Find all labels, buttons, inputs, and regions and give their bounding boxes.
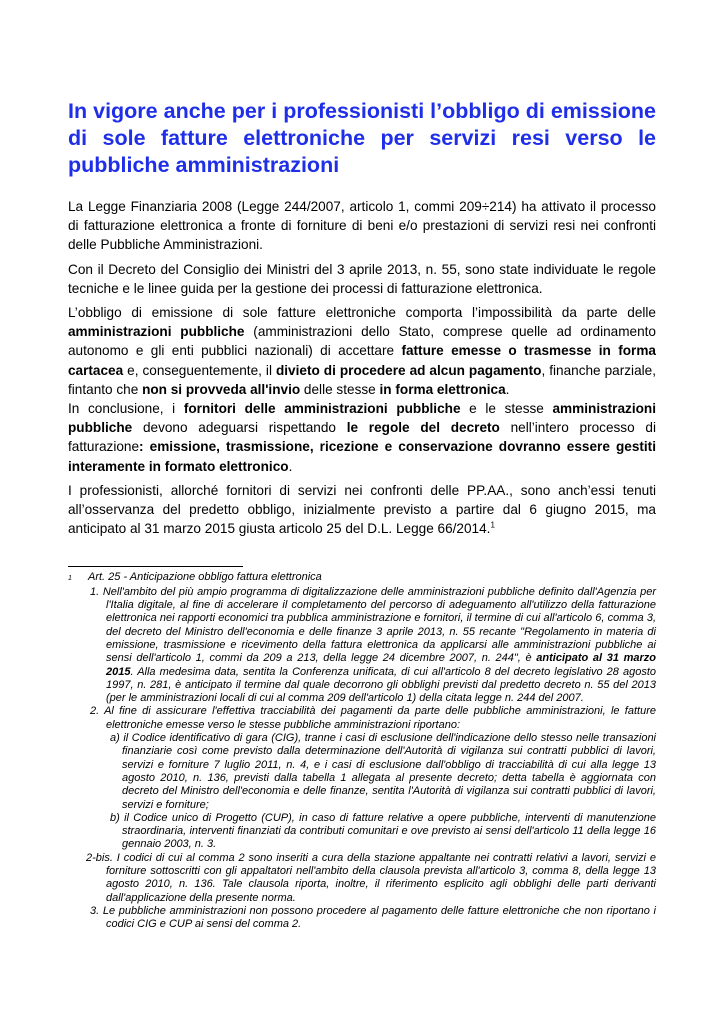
footnote-item-2bis: 2-bis. I codici di cui al comma 2 sono inseriti a cura della stazione appaltante nei contratti relativi a lavori, servizi e forniture sottoscritti con gli appaltatori nell'ambito della clausola prevista all'articolo 3, comma 8, della legge 13 agosto 2010, n. 136. Tale clausola riporta, inoltre, il riferimento esplicito agli obblighi delle parti derivanti dall'applicazione della presente norma. — [86, 851, 656, 904]
footnote — [68, 571, 656, 931]
footnote-item-1: 1. Nell'ambito del più ampio programma di digitalizzazione delle amministrazioni pubbliche definito dall'Agenzia per l'Italia digitale, al fine di accelerare il completamento del percorso di adeguamento all'utilizzo della fatturazione elettronica nei rapporti economici tra pubblica amministrazione e fornitori, il termine di cui all'articolo 6, comma 3, del decreto del Ministro dell'economia e delle finanze 3 aprile 2013, n. 55 recante "Regolamento in materia di emissione, trasmissione e ricevimento della fattura elettronica da applicarsi alle amministrazioni pubbliche ai sensi dell'articolo 1, commi da 209 a 213, della legge 24 dicembre 2007, n. 244", è anticipato al 31 marzo 2015. Alla medesima data, sentita la Conferenza unificata, di cui all'articolo 8 del decreto legislativo 28 agosto 1997, n. 281, è anticipato il termine dal quale decorrono gli obblighi previsti dal predetto decreto n. 55 del 2013 (per le amministrazioni locali di cui al comma 209 dell'articolo 1) della citata legge n. 244 del 2007. — [90, 585, 657, 705]
footnote-item-2: 2. Al fine di assicurare l'effettiva tracciabilità dei pagamenti da parte delle pubbliche amministrazioni, le fatture elettroniche emesse verso le stesse pubbliche amministrazioni riportano: — [90, 705, 656, 731]
paragraph-conclusione: In conclusione, i fornitori delle amministrazioni pubbliche e le stesse amministrazioni pubbliche devono adeguarsi rispettando le regole del decreto nell’intero processo di fatturazione: emissione, trasmissione, ricezione e conservazione dovranno essere gestiti interamente in formato elettronico. — [68, 401, 656, 474]
page-title: In vigore anche per i professionisti l’obbligo di emissione di sole fatture elettroniche per servizi resi verso le pubbliche amministrazioni — [68, 99, 656, 177]
footnote-item-3: 3. Le pubbliche amministrazioni non possono procedere al pagamento delle fatture elettroniche che non riportano i codici CIG e CUP ai sensi del comma 2. — [90, 904, 656, 931]
document-body — [68, 197, 656, 538]
footnote-reference[interactable]: 1 — [490, 520, 495, 530]
paragraph-obbligo: L’obbligo di emissione di sole fatture elettroniche comporta l’impossibilità da parte delle amministrazioni pubbliche (amministrazioni dello Stato, comprese quelle ad ordinamento autonomo e gli enti pubblici nazionali) di accettare fatture emesse o trasmesse in forma cartacea e, conseguentemente, il divieto di procedere ad alcun pagamento, finanche parziale, fintanto che non si provveda all'invio delle stesse in forma elettronica. — [68, 305, 656, 397]
paragraph-professionisti: I professionisti, allorché fornitori di servizi nei confronti delle PP.AA., sono anch’essi tenuti all’osservanza del predetto obbligo, inizialmente previsto a partire dal 6 giugno 2015, ma anticipato al 31 marzo 2015 giusta articolo 25 del D.L. Legge 66/2014.$^1$ — [68, 482, 656, 537]
footnote-heading: Art. 25 - Anticipazione obbligo fattura elettronica — [88, 571, 322, 584]
footnote-mark: 1 — [68, 575, 72, 583]
footnote-divider — [68, 566, 243, 567]
footnote-item-2a: a) il Codice identificativo di gara (CIG), tranne i casi di esclusione dell'indicazione dello stesso nelle transazioni finanziarie così come previsto dalla determinazione dell'Autorità di vigilanza sui contratti pubblici di lavori, servizi e forniture 7 luglio 2011, n. 4, e i casi di esclusione dall'obbligo di tracciabilità di cui alla legge 13 agosto 2010, n. 136, previsti dalla tabella 1 allegata al presente decreto; detta tabella è aggiornata con decreto del Ministro dell'economia e delle finanze, sentita l'Autorità di vigilanza sui contratti pubblici di lavori, servizi e forniture; — [110, 732, 657, 811]
paragraph-decreto: Con il Decreto del Consiglio dei Ministri del 3 aprile 2013, n. 55, sono state individuate le regole tecniche e le linee guida per la gestione dei processi di fatturazione elettronica. — [68, 261, 656, 296]
footnote-heading-row — [68, 571, 656, 585]
footnote-item-2b: b) il Codice unico di Progetto (CUP), in caso di fatture relative a opere pubbliche, interventi di manutenzione straordinaria, interventi finanziati da contributi comunitari e ove previsto ai sensi dell'articolo 11 della legge 16 gennaio 2003, n. 3. — [110, 811, 657, 851]
paragraph-legge-finanziaria: La Legge Finanziaria 2008 (Legge 244/2007, articolo 1, commi 209÷214) ha attivato il processo di fatturazione elettronica a fronte di forniture di beni e/o prestazioni di servizi resi nei confronti delle Pubbliche Amministrazioni. — [68, 199, 656, 253]
